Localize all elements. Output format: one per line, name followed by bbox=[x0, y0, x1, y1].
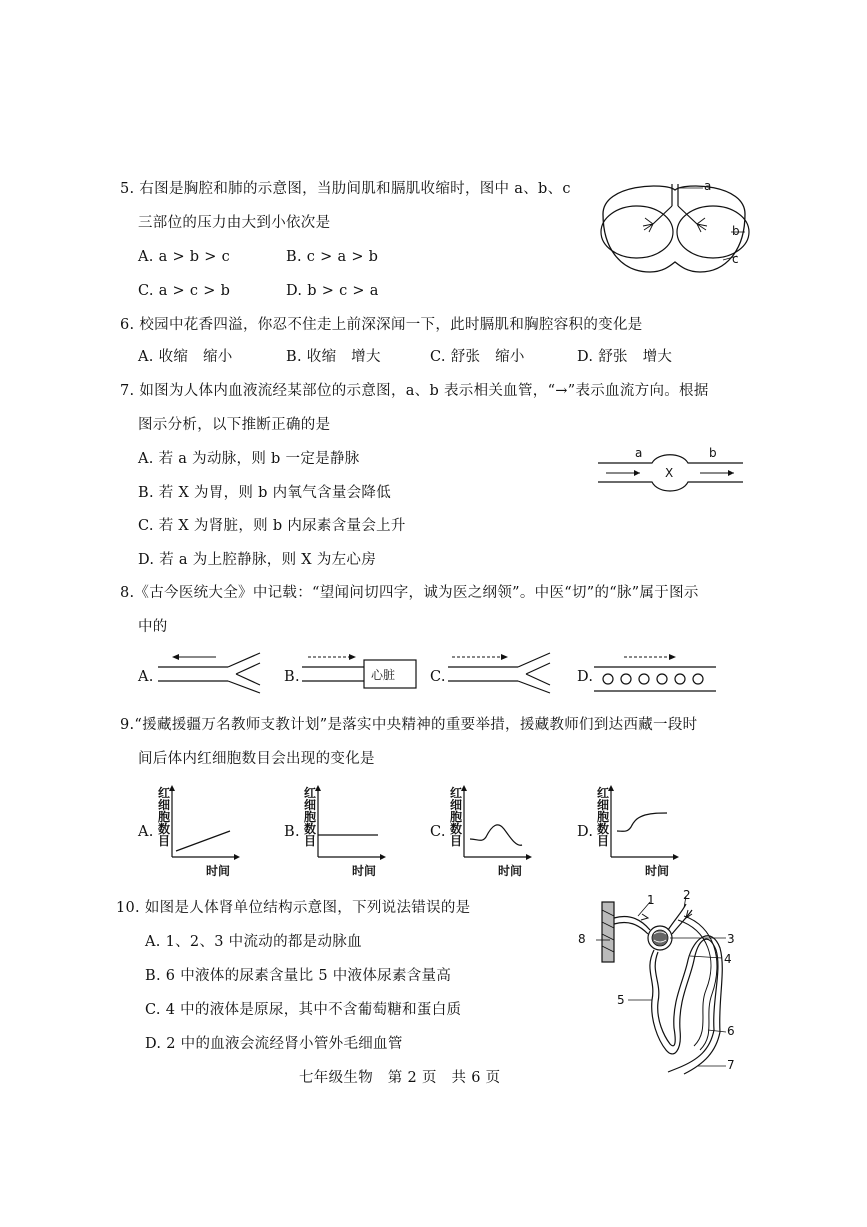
q9-a-ylabel: 红细胞数目 bbox=[157, 786, 170, 848]
q6-option-c: C. 舒张 缩小 bbox=[430, 349, 525, 365]
q5-option-a: A. a > b > c bbox=[138, 249, 231, 265]
q7-label-a: a bbox=[635, 446, 643, 460]
q8-stem-line2: 中的 bbox=[138, 619, 168, 635]
q7-stem-line2: 图示分析，以下推断正确的是 bbox=[138, 417, 331, 433]
q6-option-a: A. 收缩 缩小 bbox=[138, 349, 233, 365]
q8-option-d-label: D. bbox=[577, 669, 594, 685]
nephron-diagram bbox=[598, 890, 738, 1080]
q9-d-ylabel: 红细胞数目 bbox=[596, 786, 609, 848]
page-footer: 七年级生物 第 2 页 共 6 页 bbox=[299, 1070, 501, 1086]
q7-label-b: b bbox=[709, 446, 717, 460]
q8-option-a-label: A. bbox=[138, 669, 154, 685]
q5-option-b: B. c > a > b bbox=[286, 249, 379, 265]
q10-label-5: 5 bbox=[617, 993, 625, 1007]
q10-option-a: A. 1、2、3 中流动的都是动脉血 bbox=[145, 934, 362, 950]
q8-option-b-label: B. bbox=[284, 669, 300, 685]
q7-option-d: D. 若 a 为上腔静脉，则 X 为左心房 bbox=[138, 552, 377, 568]
q10-label-4: 4 bbox=[724, 952, 732, 966]
q6-stem: 6. 校园中花香四溢，你忍不住走上前深深闻一下，此时膈肌和胸腔容积的变化是 bbox=[120, 317, 643, 333]
q10-label-8: 8 bbox=[578, 932, 586, 946]
q9-option-c-label: C. bbox=[430, 824, 446, 840]
q8-stem-line1: 8.《古今医统大全》中记载：“望闻问切四字，诚为医之纲领”。中医“切”的“脉”属于图示 bbox=[120, 585, 699, 601]
graph-a bbox=[170, 785, 240, 860]
q5-option-d: D. b > c > a bbox=[286, 283, 379, 299]
q9-stem-line1: 9.“援藏援疆万名教师支教计划”是落实中央精神的重要举措，援藏教师们到达西藏一段时 bbox=[120, 717, 698, 733]
q5-label-a: a bbox=[704, 179, 712, 193]
q6-option-b: B. 收缩 增大 bbox=[286, 349, 381, 365]
q5-label-c: c bbox=[732, 252, 739, 266]
q9-option-b-label: B. bbox=[284, 824, 300, 840]
q9-option-d-label: D. bbox=[577, 824, 594, 840]
vessel-diagram-c bbox=[448, 651, 558, 695]
q9-a-xlabel: 时间 bbox=[206, 864, 231, 878]
q7-option-a: A. 若 a 为动脉，则 b 一定是静脉 bbox=[138, 451, 360, 467]
q9-stem-line2: 间后体内红细胞数目会出现的变化是 bbox=[138, 751, 375, 767]
capillary-diagram-d bbox=[594, 651, 719, 695]
q9-b-xlabel: 时间 bbox=[352, 864, 377, 878]
q5-stem-line1: 5. 右图是胸腔和肺的示意图，当肋间肌和膈肌收缩时，图中 a、b、c bbox=[120, 181, 571, 197]
q5-stem-line2: 三部位的压力由大到小依次是 bbox=[138, 215, 331, 231]
q10-option-c: C. 4 中的液体是原尿，其中不含葡萄糖和蛋白质 bbox=[145, 1002, 462, 1018]
q9-b-ylabel: 红细胞数目 bbox=[303, 786, 316, 848]
q10-option-d: D. 2 中的血液会流经肾小管外毛细血管 bbox=[145, 1036, 403, 1052]
q5-label-b: b bbox=[732, 224, 740, 238]
q9-c-xlabel: 时间 bbox=[498, 864, 523, 878]
q7-option-c: C. 若 X 为肾脏，则 b 内尿素含量会上升 bbox=[138, 518, 406, 534]
q10-label-3: 3 bbox=[727, 932, 735, 946]
q10-label-2: 2 bbox=[683, 888, 691, 902]
q9-c-ylabel: 红细胞数目 bbox=[449, 786, 462, 848]
q7-option-b: B. 若 X 为胃，则 b 内氧气含量会降低 bbox=[138, 485, 392, 501]
thorax-lung-diagram bbox=[595, 176, 755, 296]
q10-option-b: B. 6 中液体的尿素含量比 5 中液体尿素含量高 bbox=[145, 968, 452, 984]
graph-c bbox=[462, 785, 532, 860]
q10-stem: 10. 如图是人体肾单位结构示意图，下列说法错误的是 bbox=[116, 900, 471, 916]
q5-option-c: C. a > c > b bbox=[138, 283, 231, 299]
q7-label-x: X bbox=[665, 466, 674, 480]
q7-stem-line1: 7. 如图为人体内血液流经某部位的示意图，a、b 表示相关血管，“→”表示血流方向。根据 bbox=[120, 383, 709, 399]
q8-option-c-label: C. bbox=[430, 669, 446, 685]
q9-d-xlabel: 时间 bbox=[645, 864, 670, 878]
graph-b bbox=[316, 785, 386, 860]
q10-label-7: 7 bbox=[727, 1058, 735, 1072]
q6-option-d: D. 舒张 增大 bbox=[577, 349, 673, 365]
vessel-diagram-b bbox=[302, 651, 422, 695]
graph-d bbox=[609, 785, 679, 860]
q10-label-6: 6 bbox=[727, 1024, 735, 1038]
heart-label: 心脏 bbox=[371, 668, 396, 682]
vessel-diagram-a bbox=[158, 651, 268, 695]
q10-label-1: 1 bbox=[647, 893, 655, 907]
q9-option-a-label: A. bbox=[138, 824, 154, 840]
